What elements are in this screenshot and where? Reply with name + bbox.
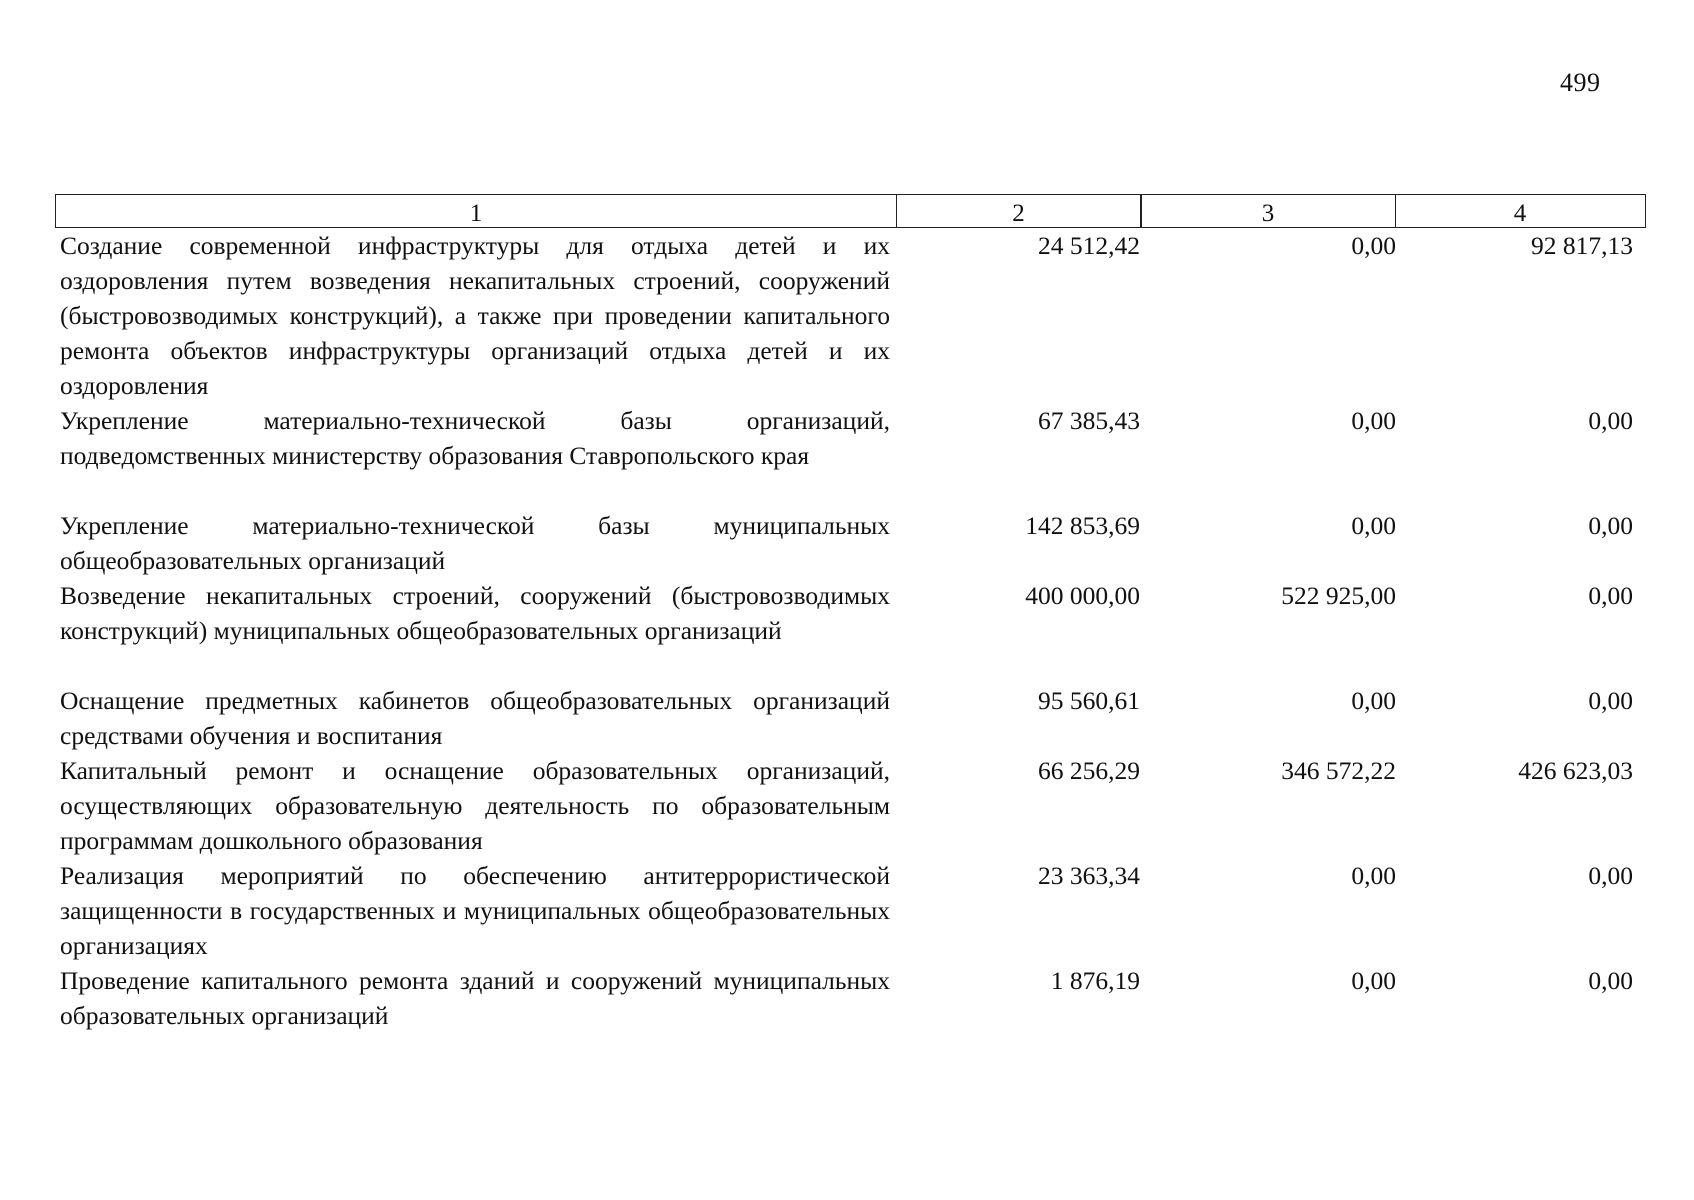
header-col-2: 2 [896, 194, 1142, 228]
row-value-col-4: 0,00 [1588, 581, 1633, 610]
table-row [60, 858, 1633, 963]
row-value-col-3: 0,00 [1351, 406, 1396, 435]
row-description: Возведение некапитальных строений, сооружений (быстровозводимых конструкций) муниципальных общеобразовательных организаций [60, 581, 890, 645]
table-row [60, 683, 1633, 753]
row-description: Укрепление материально-технической базы муниципальных общеобразовательных организаций [60, 511, 890, 575]
row-value-col-2: 95 560,61 [1038, 686, 1140, 715]
row-description: Реализация мероприятий по обеспечению антитеррористической защищенности в государственных и муниципальных общеобразовательных организациях [60, 861, 890, 960]
row-value-col-2: 66 256,29 [1038, 756, 1140, 785]
row-value-col-4: 0,00 [1588, 406, 1633, 435]
table-row [60, 753, 1633, 858]
row-value-col-3: 0,00 [1351, 966, 1396, 995]
row-value-col-4: 426 623,03 [1518, 756, 1633, 785]
row-value-col-2: 400 000,00 [1025, 581, 1140, 610]
row-value-col-3: 0,00 [1351, 511, 1396, 540]
page-number: 499 [1560, 68, 1601, 97]
table-row [60, 508, 1633, 578]
row-description: Укрепление материально-технической базы организаций, подведомственных министерству образования Ставропольского края [60, 406, 890, 470]
row-value-col-4: 0,00 [1588, 861, 1633, 890]
row-description: Оснащение предметных кабинетов общеобразовательных организаций средствами обучения и воспитания [60, 686, 890, 750]
row-value-col-2: 24 512,42 [1038, 231, 1140, 260]
row-value-col-3: 0,00 [1351, 686, 1396, 715]
row-value-col-3: 522 925,00 [1281, 581, 1396, 610]
row-value-col-4: 0,00 [1588, 686, 1633, 715]
row-value-col-2: 23 363,34 [1038, 861, 1140, 890]
table-row [60, 578, 1633, 683]
row-description: Проведение капитального ремонта зданий и сооружений муниципальных образовательных организаций [60, 966, 890, 1030]
table-row [60, 228, 1633, 403]
row-value-col-2: 1 876,19 [1050, 966, 1140, 995]
row-description: Создание современной инфраструктуры для отдыха детей и их оздоровления путем возведения некапитальных строений, сооружений (быстровозводимых конструкций), а также при проведении капитального ремонта объектов инфраструктуры организаций отдыха детей и их оздоровления [60, 231, 890, 400]
row-value-col-4: 0,00 [1588, 966, 1633, 995]
header-col-3: 3 [1140, 194, 1396, 228]
header-col-1: 1 [55, 194, 897, 228]
row-value-col-2: 142 853,69 [1025, 511, 1140, 540]
row-value-col-3: 0,00 [1351, 861, 1396, 890]
row-value-col-3: 0,00 [1351, 231, 1396, 260]
table-row [60, 963, 1633, 1033]
table-header [55, 194, 1644, 226]
table-row [60, 403, 1633, 508]
header-col-4: 4 [1395, 194, 1646, 228]
table-body [60, 228, 1633, 1033]
row-value-col-4: 92 817,13 [1531, 231, 1633, 260]
row-value-col-3: 346 572,22 [1281, 756, 1396, 785]
row-value-col-2: 67 385,43 [1038, 406, 1140, 435]
row-value-col-4: 0,00 [1588, 511, 1633, 540]
row-description: Капитальный ремонт и оснащение образовательных организаций, осуществляющих образовательную деятельность по образовательным программам дошкольного образования [60, 756, 890, 855]
